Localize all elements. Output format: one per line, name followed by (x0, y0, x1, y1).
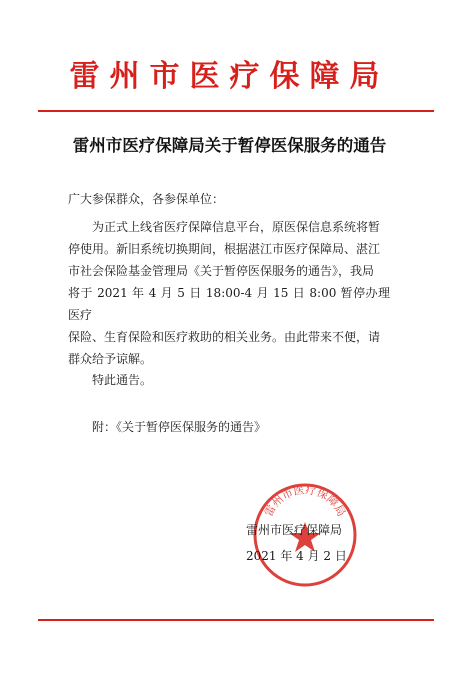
paragraph-line: 停使用。新旧系统切换期间，根据湛江市医疗保障局、湛江 (68, 242, 381, 256)
paragraph-line: 保险、生育保险和医疗救助的相关业务。由此带来不便，请 (68, 330, 381, 344)
paragraph-line: 为正式上线省医疗保障信息平台，原医保信息系统将暂 (92, 220, 381, 234)
body-paragraph (68, 216, 390, 370)
signer-org: 雷州市医疗保障局 (246, 523, 343, 537)
seal-text: 雷州市医疗保障局 (261, 483, 349, 519)
masthead-divider-top (38, 110, 434, 112)
closing-line: 特此通告。 (92, 373, 153, 387)
paragraph-line: 市社会保险基金管理局《关于暂停医保服务的通告》，我局 (68, 264, 375, 278)
document-date: 2021 年 4 月 2 日 (246, 549, 347, 563)
footer-divider (38, 619, 434, 621)
paragraph-line: 将于 2021 年 4 月 5 日 18:00-4 月 15 日 8:00 暂停办理医疗 (68, 286, 390, 322)
paragraph-line: 群众给予谅解。 (68, 352, 153, 366)
salutation: 广大参保群众，各参保单位： (68, 192, 225, 206)
masthead-org-name: 雷州市医疗保障局 (69, 59, 390, 94)
attachment-line: 附：《关于暂停医保服务的通告》 (92, 420, 267, 434)
document-title: 雷州市医疗保障局关于暂停医保服务的通告 (72, 136, 387, 155)
